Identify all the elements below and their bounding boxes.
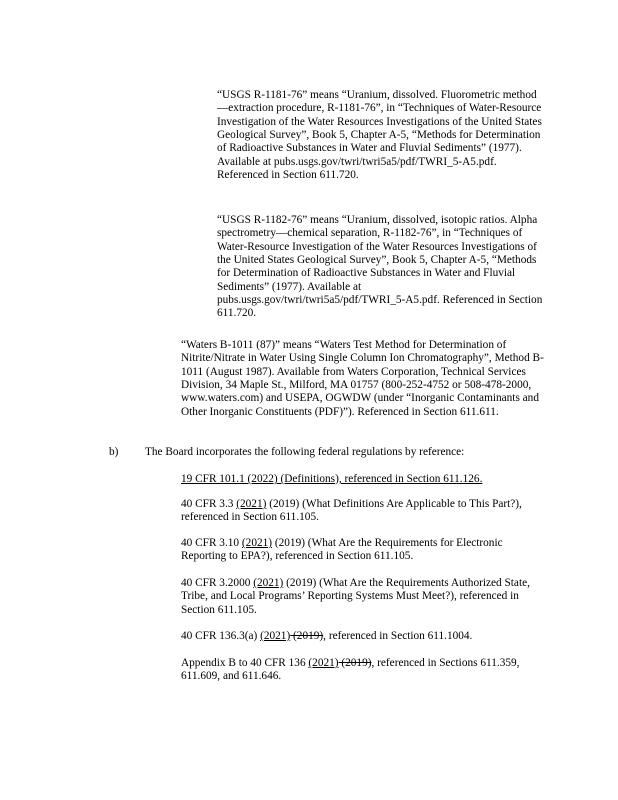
regulation-19cfr101-1 [181,473,541,486]
definition-waters-b1011 [181,339,549,419]
regulation-title: (What Definitions Are Applicable to This Part?), referenced in Section 611.105. [181,498,522,524]
definition-usgs-r1182 [217,214,545,321]
regulation-40cfr136-3a [181,630,561,643]
definition-usgs-r1181 [217,89,545,182]
regulation-old-year: (2019) [283,577,317,589]
regulation-title: (What Are the Requirements Authorized State, Tribe, and Local Programs’ Reporting Systems Must Meet?), referenced in Section 611.105. [181,577,530,616]
regulation-40cfr3-10 [181,537,531,564]
regulation-title: , referenced in Section 611.1004. [323,630,473,642]
regulation-new-year: (2021) [236,498,267,510]
regulation-deleted-year: (2019) [338,657,372,669]
regulation-new-year: (2021) [253,577,284,589]
regulation-old-year: (2019) [266,498,300,510]
regulation-cite: Appendix B to 40 CFR 136 [181,657,309,669]
regulation-text: 19 CFR 101.1 (2022) (Definitions), referenced in Section 611.126. [181,473,483,485]
regulation-title: (What Are the Requirements for Electronic Reporting to EPA?), referenced in Section 611.105. [181,537,503,563]
regulation-40cfr3-3 [181,498,526,525]
regulation-new-year: (2021) [308,657,339,669]
definition-text: “USGS R-1181-76” means “Uranium, dissolved. Fluorometric method—extraction procedure, R-1181-76”, in “Techniques of Water-Resource Investigation of the Water Resources Investigations of the United States Geological Survey”, Book 5, Chapter A-5, “Methods for Determination of Radioactive Substances in Water and Fluvial Sediments” (1977). Available at pubs.usgs.gov/twri/twri5a5/pdf/TWRI_5-A5.pdf. Referenced in Section 611.720. [217,89,542,182]
definition-text: “Waters B-1011 (87)” means “Waters Test Method for Determination of Nitrite/Nitrate in Water Using Single Column Ion Chromatography”, Method B-1011 (August 1987). Available from Waters Corporation, Technical Services Division, 34 Maple St., Milford, MA 01757 (800-252-4752 or 508-478-2000, www.waters.com) and USEPA, OGWDW (under “Inorganic Contaminants and Other Inorganic Constituents (PDF)”). Referenced in Section 611.611. [181,339,544,418]
subsection-intro [145,446,565,459]
regulation-cite: 40 CFR 3.2000 [181,577,254,589]
regulation-cite: 40 CFR 136.3(a) [181,630,261,642]
definition-text: “USGS R-1182-76” means “Uranium, dissolved, isotopic ratios. Alpha spectrometry—chemical separation, R-1182-76”, in “Techniques of Water-Resource Investigation of the Water Resources Investigations of the United States Geological Survey”, Book 5, Chapter A-5, “Methods for Determination of Radioactive Substances in Water and Fluvial Sediments” (1977). Available at pubs.usgs.gov/twri/twri5a5/pdf/TWRI_5-A5.pdf. Referenced in Section 611.720. [217,214,543,320]
regulation-40cfr3-2000 [181,577,531,617]
regulation-cite: 40 CFR 3.10 [181,537,242,549]
subsection-label: b) [109,446,119,458]
regulation-old-year: (2019) [272,537,305,549]
regulation-appendix-b-40cfr136 [181,657,561,684]
regulation-deleted-year: (2019) [290,630,324,642]
regulation-cite: 40 CFR 3.3 [181,498,237,510]
regulation-new-year: (2021) [260,630,291,642]
regulation-new-year: (2021) [241,537,273,549]
subsection-intro-text: The Board incorporates the following federal regulations by reference: [145,446,465,458]
regulation-title: , referenced in Sections 611.359, 611.609, and 611.646. [181,657,520,683]
